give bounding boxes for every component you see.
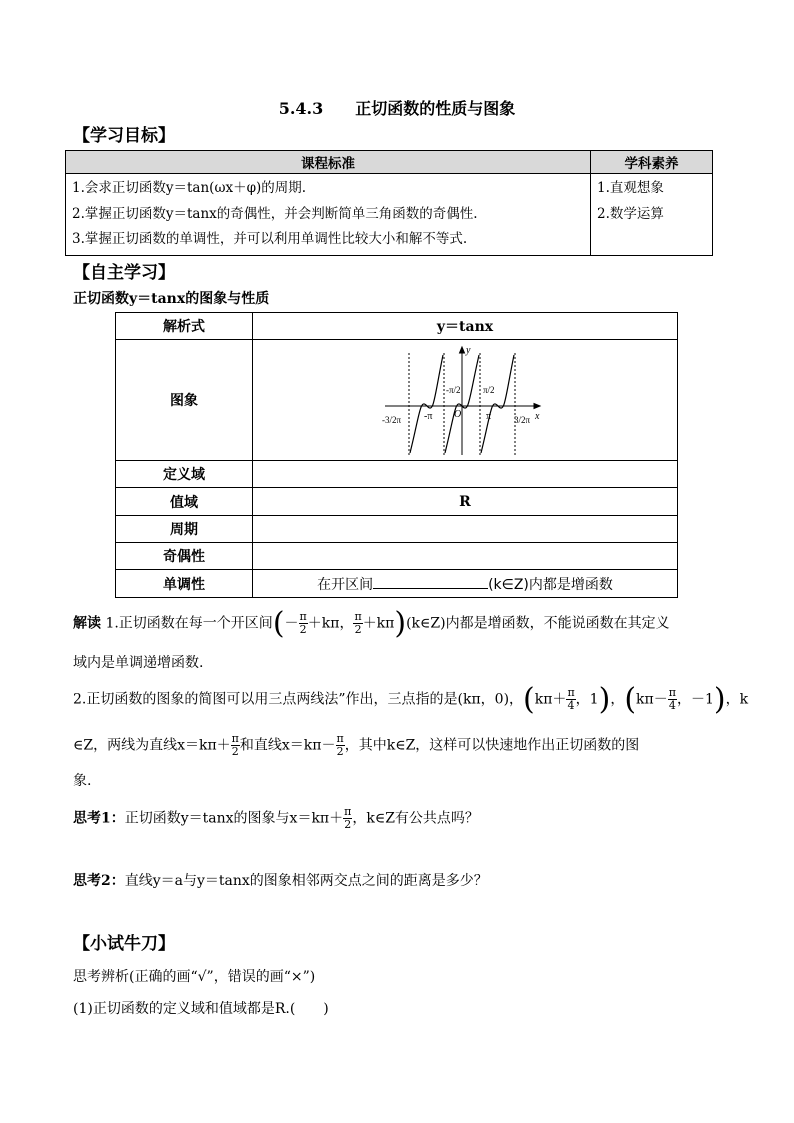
goals-table [65,150,713,256]
x-axis-arrow [534,403,540,408]
label-expression: 解析式 [116,313,253,340]
note-line-4: ∈Z，两线为直线x＝kπ＋ $\frac{\pi}{2}$ 和直线x＝kπ－ $\frac{\pi}{2}$ ，其中k∈Z，这样可以快速地作出正切函数的图 [73,732,640,758]
tan-graph [380,343,550,458]
note-text: ∈Z，两线为直线x＝kπ＋ [73,737,231,754]
neg-pi-label: -π [424,410,433,422]
value-period [253,516,678,543]
tan-branch [410,355,443,453]
tan-branch [481,355,514,453]
think-2-text: 直线y＝a与y＝tanx的图象相邻两交点之间的距离是多少？ [124,873,488,889]
section-self-study: 【自主学习】 [73,263,175,283]
note-text: 2.正切函数的图象的简图可以用三点两线法”作出，三点指的是(kπ，0)， [73,691,524,708]
section-practice: 【小试牛刀】 [73,934,175,954]
think-1: 思考1：正切函数y＝tanx的图象与x＝kπ＋ $\frac{\pi}{2}$ ，k∈Z有公共点吗？ [73,805,479,831]
header-standards: 课程标准 [66,151,591,174]
note-text: 和直线x＝kπ－ [239,737,336,754]
note-line-1: 解读 1.正切函数在每一个开区间(－ $\frac{\pi}{2}$ ＋kπ， $\frac{\pi}{2}$ ＋kπ)(k∈Z)内都是增函数，不能说函数在其定义 [73,606,670,641]
literacy-item: 1.直观想象 [597,180,664,196]
think-1-label: 思考1： [73,810,125,827]
label-range: 值域 [116,488,253,516]
y-axis-arrow [460,347,465,353]
x-axis-label: x [535,410,540,422]
origin-label: O [454,408,462,420]
y-axis-label: y [466,344,471,356]
properties-table [115,312,678,598]
standard-item: 3.掌握正切函数的单调性，并可以利用单调性比较大小和解不等式. [72,231,468,247]
subtitle: 正切函数y＝tanx的图象与性质 [73,291,270,307]
neg-half-pi-label: -π/2 [446,384,461,395]
note-line-3: 2.正切函数的图象的简图可以用三点两线法”作出，三点指的是(kπ，0)，(kπ＋ $\frac{\pi}{4}$ ，1)，(kπ－ $\frac{\pi}{4}$ ，－1)，k [73,682,749,717]
note-text: ，其中k∈Z，这样可以快速地作出正切函数的图 [344,737,640,754]
note-label: 解读 [73,615,101,632]
note-line-2: 域内是单调递增函数. [73,655,204,671]
page-title: 5.4.3 正切函数的性质与图象 [278,99,516,118]
value-expression: y＝tanx [253,313,678,340]
note-text: 1.正切函数在每一个开区间 [105,615,273,632]
think-2-label: 思考2： [73,873,125,889]
think-2 [73,870,488,890]
value-range: R [253,488,678,516]
label-period: 周期 [116,516,253,543]
note-text: (k∈Z)内都是增函数，不能说函数在其定义 [406,615,670,632]
standards-cell [66,174,591,256]
monotonicity-suffix: (k∈Z)内都是增函数 [488,576,613,593]
label-monotonicity: 单调性 [116,570,253,598]
half-pi-label: π/2 [483,384,495,395]
header-literacy: 学科素养 [591,151,713,174]
think-1-text: ，k∈Z有公共点吗？ [352,810,479,827]
neg-three-half-pi-label: -3/2π [382,414,402,425]
three-half-pi-label: 3/2π [514,414,531,425]
practice-question-1: (1)正切函数的定义域和值域都是R.( ) [73,1001,329,1017]
pi-label: π [486,410,492,422]
literacy-item: 2.数学运算 [597,205,664,222]
value-monotonicity [253,570,678,598]
graph-cell [253,340,678,461]
note-line-5: 象. [73,773,92,789]
label-domain: 定义域 [116,461,253,488]
label-parity: 奇偶性 [116,543,253,570]
value-domain [253,461,678,488]
monotonicity-prefix: 在开区间 [317,576,374,593]
think-1-text: 正切函数y＝tanx的图象与x＝kπ＋ [124,810,344,827]
fill-blank[interactable] [373,576,488,589]
value-parity [253,543,678,570]
standard-item: 1.会求正切函数y＝tan(ωx＋φ)的周期. [72,180,307,196]
literacy-cell [591,174,713,256]
practice-intro: 思考辨析(正确的画“√”，错误的画“×”) [73,969,316,985]
label-graph: 图象 [116,340,253,461]
section-goals: 【学习目标】 [73,126,175,146]
standard-item: 2.掌握正切函数y＝tanx的奇偶性，并会判断简单三角函数的奇偶性. [72,205,478,222]
